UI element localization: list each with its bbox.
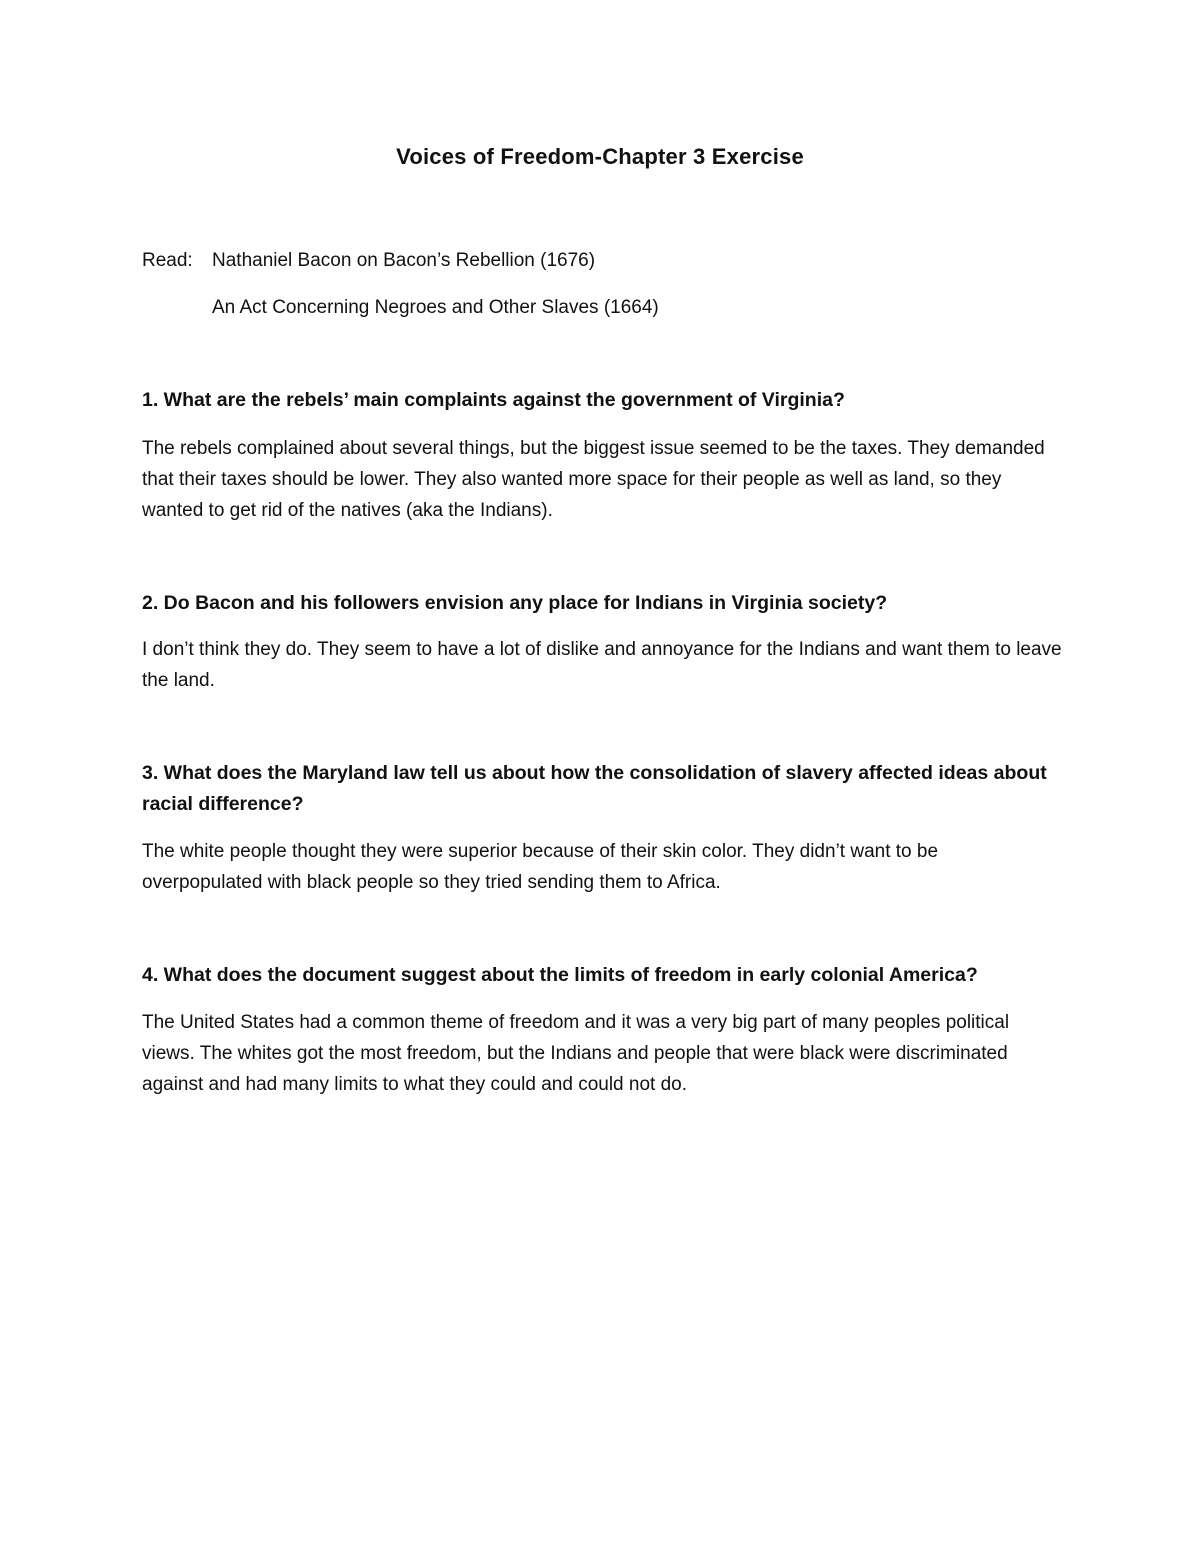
- answer-4: The United States had a common theme of freedom and it was a very big part of many peoples political views. The whites got the most freedom, but the Indians and people that were black were discriminated against and had many limits to what they could and could not do.: [142, 1012, 1010, 1095]
- question-4: 4. What does the document suggest about the limits of freedom in early colonial America?: [142, 964, 978, 986]
- answer-1: The rebels complained about several things, but the biggest issue seemed to be the taxes. They demanded that their taxes should be lower. They also wanted more space for their people as well as land, so they wanted to get rid of the natives (aka the Indians).: [142, 438, 1045, 521]
- answer-3: The white people thought they were superior because of their skin color. They didn’t want to be overpopulated with black people so they tried sending them to Africa.: [142, 841, 939, 893]
- question-2: 2. Do Bacon and his followers envision any place for Indians in Virginia society?: [142, 592, 888, 614]
- read-label: Read:: [142, 250, 193, 271]
- question-1: 1. What are the rebels’ main complaints against the government of Virginia?: [142, 389, 845, 411]
- answer-2: I don’t think they do. They seem to have a lot of dislike and annoyance for the Indians and want them to leave the land.: [142, 639, 1062, 691]
- reading-item: Nathaniel Bacon on Bacon’s Rebellion (1676): [212, 250, 596, 271]
- document-title: Voices of Freedom-Chapter 3 Exercise: [396, 144, 804, 169]
- reading-item: An Act Concerning Negroes and Other Slaves (1664): [212, 297, 659, 318]
- question-3: 3. What does the Maryland law tell us about how the consolidation of slavery affected ideas about racial difference?: [142, 762, 1047, 815]
